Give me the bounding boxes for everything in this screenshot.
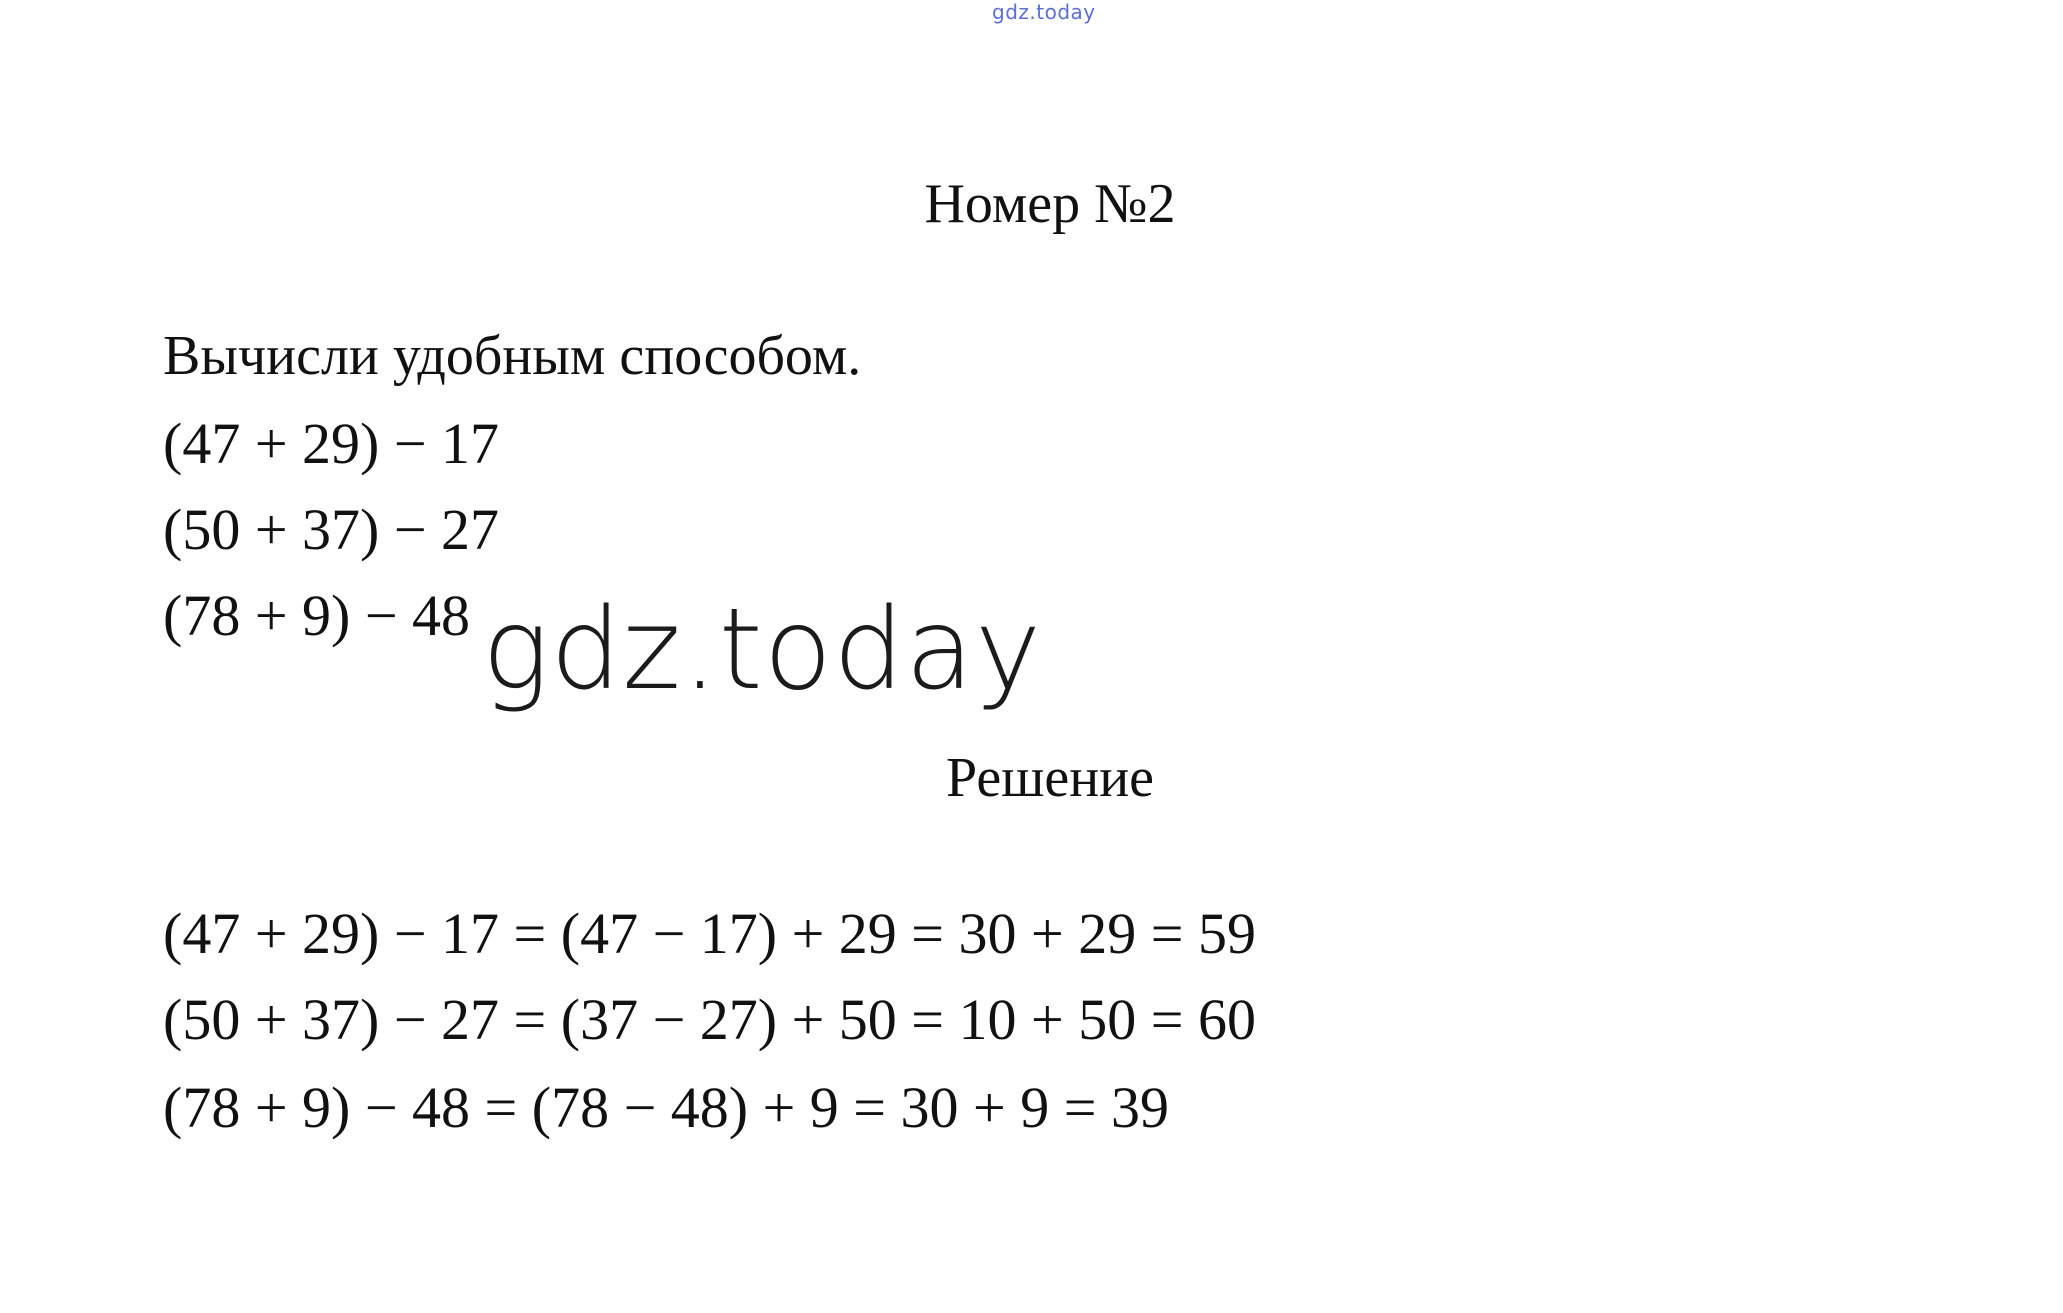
solution-heading: Решение — [945, 747, 1155, 809]
solution-line-3: (78 + 9) − 48 = (78 − 48) + 9 = 30 + 9 = 39 — [163, 1075, 1169, 1140]
watermark-top: gdz.today — [992, 0, 1096, 24]
solution-line-2: (50 + 37) − 27 = (37 − 27) + 50 = 10 + 50 = 60 — [163, 987, 1256, 1052]
task-expression-1: (47 + 29) − 17 — [163, 411, 500, 476]
page-title: Номер №2 — [924, 173, 1176, 235]
task-expression-2: (50 + 37) − 27 — [163, 497, 500, 562]
solution-line-1: (47 + 29) − 17 = (47 − 17) + 29 = 30 + 29 = 59 — [163, 901, 1256, 966]
task-expression-3: (78 + 9) − 48 — [163, 583, 471, 648]
task-instruction: Вычисли удобным способом. — [163, 325, 862, 387]
watermark-logo: gdz.today — [482, 585, 1043, 715]
